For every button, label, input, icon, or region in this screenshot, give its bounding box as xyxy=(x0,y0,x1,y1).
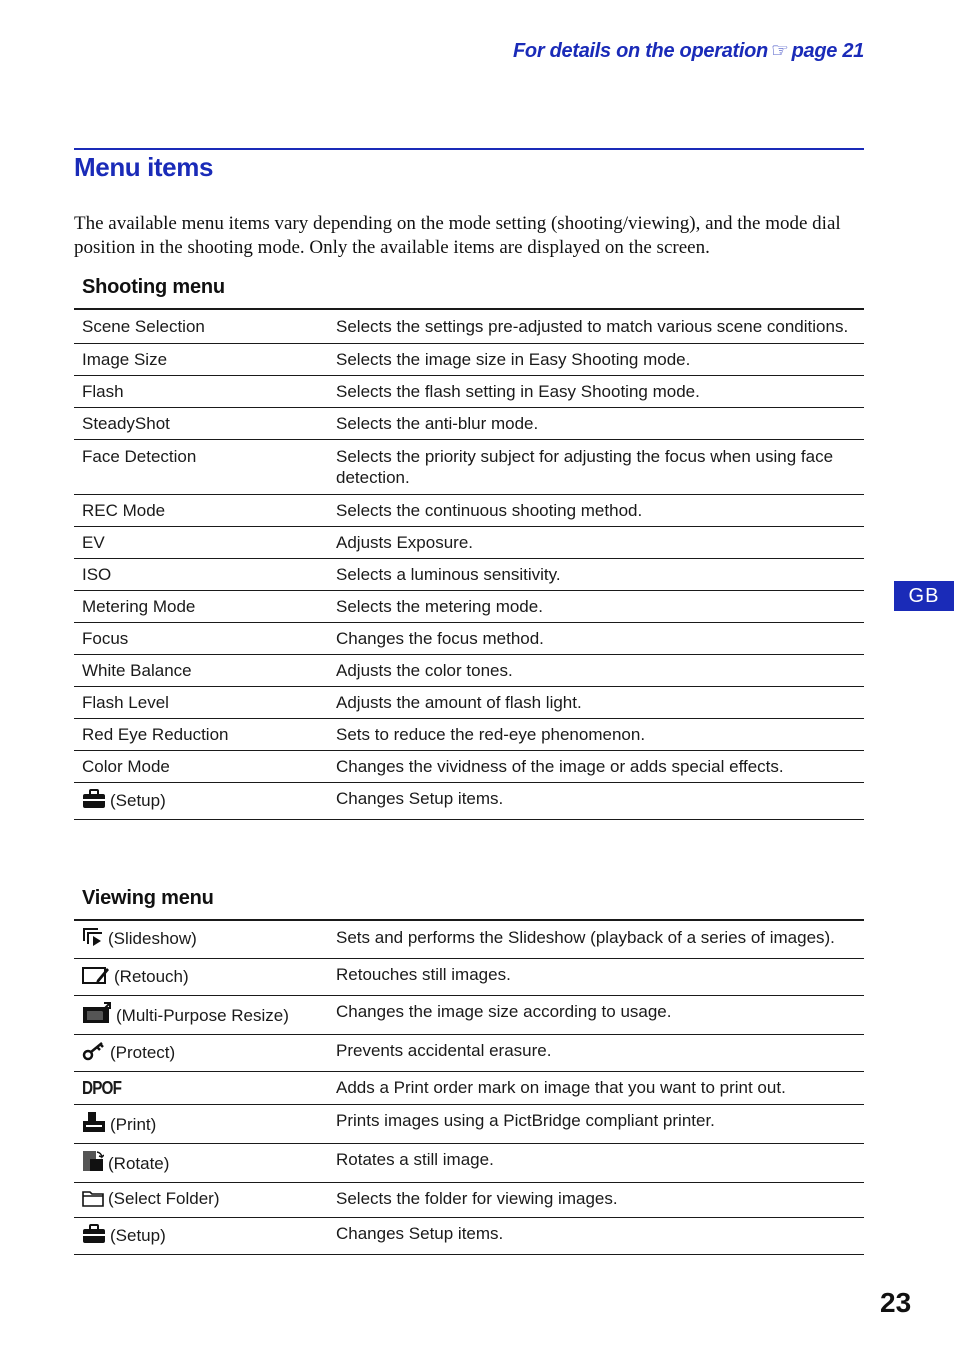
operation-reference xyxy=(513,38,864,63)
item-name-cell xyxy=(74,996,328,1035)
item-description: Changes the image size according to usage. xyxy=(328,996,864,1035)
item-description: Adjusts Exposure. xyxy=(328,527,864,559)
item-name: Color Mode xyxy=(74,751,328,783)
item-description: Selects the image size in Easy Shooting mode. xyxy=(328,344,864,376)
item-name: Flash xyxy=(74,376,328,408)
item-name: White Balance xyxy=(74,655,328,687)
table-row xyxy=(74,751,864,783)
item-description: Selects the flash setting in Easy Shooting mode. xyxy=(328,376,864,408)
toolbox-icon xyxy=(82,1224,106,1249)
item-description: Adjusts the color tones. xyxy=(328,655,864,687)
item-name-cell xyxy=(74,1105,328,1144)
table-row xyxy=(74,1183,864,1218)
viewing-menu-heading: Viewing menu xyxy=(82,887,214,909)
page-number: 23 xyxy=(880,1287,912,1318)
table-row xyxy=(74,623,864,655)
item-name: (Rotate) xyxy=(108,1154,170,1173)
item-name-cell xyxy=(74,1218,328,1255)
item-name: Image Size xyxy=(74,344,328,376)
item-description: Rotates a still image. xyxy=(328,1144,864,1183)
item-name: (Slideshow) xyxy=(108,929,197,948)
key-icon xyxy=(82,1041,106,1066)
item-name: SteadyShot xyxy=(74,408,328,440)
table-row xyxy=(74,996,864,1035)
table-row xyxy=(74,1144,864,1183)
table-row xyxy=(74,591,864,623)
item-description: Prints images using a PictBridge compliant printer. xyxy=(328,1105,864,1144)
item-description: Adds a Print order mark on image that you want to print out. xyxy=(328,1072,864,1105)
retouch-icon xyxy=(82,965,110,990)
item-name-cell xyxy=(74,920,328,959)
item-name: Metering Mode xyxy=(74,591,328,623)
item-name-cell xyxy=(74,1072,328,1105)
item-name-cell xyxy=(74,1035,328,1072)
table-row xyxy=(74,376,864,408)
item-description: Selects the anti-blur mode. xyxy=(328,408,864,440)
table-row xyxy=(74,408,864,440)
item-name: (Multi-Purpose Resize) xyxy=(116,1006,289,1025)
toolbox-icon xyxy=(82,789,106,814)
pointing-hand-icon: ☞ xyxy=(770,40,789,62)
table-row xyxy=(74,559,864,591)
item-name: Face Detection xyxy=(74,440,328,495)
item-name: (Protect) xyxy=(110,1043,176,1062)
table-row xyxy=(74,495,864,527)
folder-icon xyxy=(82,1189,104,1212)
page-title: Menu items xyxy=(74,152,214,182)
dpof-icon: DPOF xyxy=(82,1078,122,1098)
table-row xyxy=(74,1035,864,1072)
item-name-cell xyxy=(74,1144,328,1183)
item-name: ISO xyxy=(74,559,328,591)
item-description: Selects a luminous sensitivity. xyxy=(328,559,864,591)
table-row xyxy=(74,527,864,559)
item-name-cell xyxy=(74,783,328,820)
item-description: Selects the settings pre-adjusted to match various scene conditions. xyxy=(328,309,864,344)
viewing-menu-table xyxy=(74,919,864,1255)
item-name: (Select Folder) xyxy=(108,1189,220,1208)
item-description: Adjusts the amount of flash light. xyxy=(328,687,864,719)
slideshow-icon xyxy=(82,927,104,952)
table-row xyxy=(74,719,864,751)
item-name: Scene Selection xyxy=(74,309,328,344)
item-name: Flash Level xyxy=(74,687,328,719)
item-description: Selects the continuous shooting method. xyxy=(328,495,864,527)
item-description: Retouches still images. xyxy=(328,959,864,996)
item-name: REC Mode xyxy=(74,495,328,527)
table-row xyxy=(74,309,864,344)
print-icon xyxy=(82,1111,106,1138)
item-description: Sets and performs the Slideshow (playback of a series of images). xyxy=(328,920,864,959)
item-description: Prevents accidental erasure. xyxy=(328,1035,864,1072)
table-row xyxy=(74,959,864,996)
item-name: (Setup) xyxy=(110,1226,166,1245)
table-row xyxy=(74,1105,864,1144)
table-row xyxy=(74,687,864,719)
intro-paragraph: The available menu items vary depending on the mode setting (shooting/viewing), and the mode dial position in the shooting mode. Only the available items are displayed on the screen. xyxy=(74,213,841,258)
shooting-menu-table xyxy=(74,308,864,820)
item-name: (Retouch) xyxy=(114,967,189,986)
item-name: Focus xyxy=(74,623,328,655)
table-row xyxy=(74,1072,864,1105)
reference-page: page 21 xyxy=(791,40,864,62)
language-tab: GB xyxy=(894,581,954,611)
item-description: Changes Setup items. xyxy=(328,1218,864,1255)
title-rule xyxy=(74,148,864,150)
rotate-icon xyxy=(82,1150,104,1177)
item-description: Selects the folder for viewing images. xyxy=(328,1183,864,1218)
item-name: (Print) xyxy=(110,1115,157,1134)
table-row xyxy=(74,920,864,959)
table-row xyxy=(74,1218,864,1255)
item-name: (Setup) xyxy=(110,791,166,810)
table-row xyxy=(74,655,864,687)
item-description: Sets to reduce the red-eye phenomenon. xyxy=(328,719,864,751)
table-row xyxy=(74,440,864,495)
shooting-menu-heading: Shooting menu xyxy=(82,276,225,298)
table-row xyxy=(74,783,864,820)
item-description: Changes Setup items. xyxy=(328,783,864,820)
item-name-cell xyxy=(74,1183,328,1218)
item-description: Selects the priority subject for adjusting the focus when using face detection. xyxy=(328,440,864,495)
table-row xyxy=(74,344,864,376)
item-description: Changes the focus method. xyxy=(328,623,864,655)
reference-text: For details on the operation xyxy=(513,40,768,62)
item-description: Selects the metering mode. xyxy=(328,591,864,623)
resize-icon xyxy=(82,1002,112,1029)
item-name: EV xyxy=(74,527,328,559)
item-name-cell xyxy=(74,959,328,996)
item-name: Red Eye Reduction xyxy=(74,719,328,751)
item-description: Changes the vividness of the image or adds special effects. xyxy=(328,751,864,783)
